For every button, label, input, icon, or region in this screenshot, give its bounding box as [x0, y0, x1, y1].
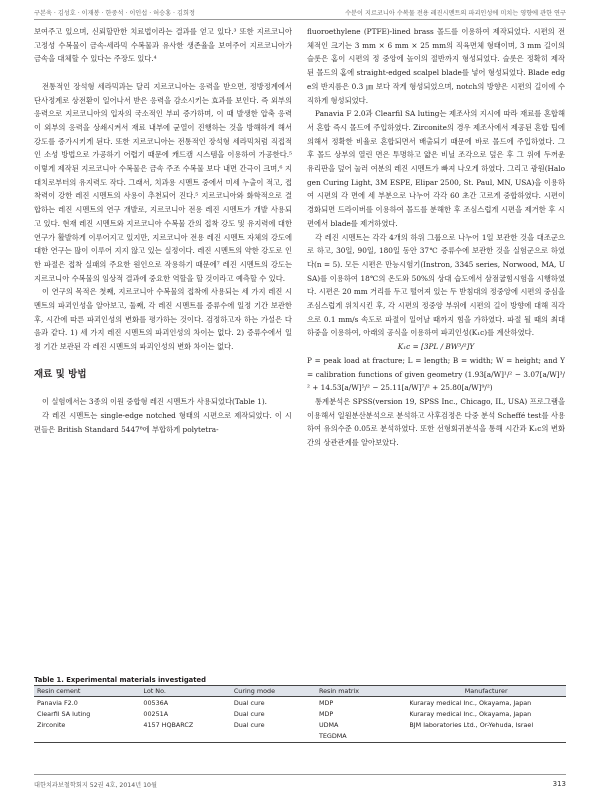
table-cell — [231, 731, 316, 743]
table-cell: TEGDMA — [316, 731, 406, 743]
col-header: Resin cement — [34, 686, 140, 697]
table-cell: MDP — [318, 698, 334, 707]
table-row — [34, 719, 566, 730]
table-header-row — [34, 686, 566, 697]
table-row — [34, 731, 566, 743]
footer-journal: 대한치과보철학회지 52권 4호, 2014년 10월 — [34, 782, 157, 789]
materials-table — [34, 685, 566, 743]
col-header: Resin matrix — [316, 686, 406, 697]
table-cell: 00536A — [143, 698, 169, 707]
page-footer — [34, 780, 566, 789]
table-cell: Panavia F2.0 — [37, 698, 78, 707]
table-cell: UDMA — [318, 720, 339, 729]
left-column — [34, 25, 292, 436]
paragraph: 이 실험에서는 3종의 이원 중합형 레진 시멘트가 사용되었다(Table 1). — [42, 397, 267, 407]
formula: K₁c = [3PL / BW³/²]Y — [397, 342, 475, 352]
table-cell: MDP — [318, 709, 334, 718]
footer-divider — [34, 774, 566, 775]
table-cell: 00251A — [143, 709, 169, 718]
table-cell: BJM laboratories Ltd., Or-Yehuda, Israel — [409, 720, 534, 729]
paragraph: Panavia F 2.0과 Clearfil SA luting는 제조사의 지시에 따라 재료를 혼합해서 혼합 즉시 몰드에 주입하였다. Zirconite의 경우 제조사에서 제공된 혼합 팁에 의해서 정확한 비율로 혼합되면서 배출되기 때문에 바로 몰드에 주입하였다. 그 후 몰드 상부의 열린 면은 투명하고 얇은 비닐 조각으로 덮은 후 그 위에 두꺼운 유리판을 덮어 눌러 여분의 레진 시멘트가 빠져 나오게 하였다. 그리고 광원(Halogen Curing Light, 3M ESPE, Elipar 2500, St. Paul, MN, USA)을 이용하여 시편의 각 면에 세 부분으로 나누어 각각 60 초간 고르게 중합하였다. 시편이 경화되면 드라이버를 이용하여 몰드를 분해한 후 조심스럽게 시편을 제거한 후 시편에서 blade를 제거하였다. — [307, 109, 565, 228]
paragraph: P = peak load at fracture; L = length; B = width; W = height; and Y = calibration functions of given geometry (1.93[a/W]¹/² − 3.07[a/W]³/² + 14.53[a/W]⁵/² − 25.11[a/W]⁷/² + 25.80[a/W]⁹/²) — [307, 355, 565, 393]
table-cell — [140, 731, 230, 743]
col-header: Curing mode — [231, 686, 316, 697]
paragraph: 보여주고 있으며, 신뢰할만한 치료법이라는 결과를 얻고 있다.³ 또한 지르코니아 고정성 수복물이 금속-세라믹 수복물과 유사한 생존율을 보여주어 지르코니아가 금속을 대체할 수 있다는 주장도 있다.⁴ — [34, 27, 292, 64]
page-number: 313 — [552, 780, 566, 788]
table-title: Table 1. Experimental materials investigated — [34, 676, 206, 684]
paragraph: 각 레진 시멘트는 각각 4개의 하위 그룹으로 나누어 1일 보관한 것을 대조군으로 하고, 30일, 90일, 180일 동안 37℃ 증류수에 보관한 것을 실험군으로 하였다(n = 5). 모든 시편은 만능시험기(Instron, 3345 series, Norwood, MA, USA)를 이용하여 18℃의 온도와 50%의 상대 습도에서 삼점굽힘시험을 시행하였다. 시편은 20 mm 거리를 두고 떨어져 있는 두 받침대의 정중앙에 시편의 중심을 조심스럽게 위치시킨 후, 각 시편의 정중앙 부위에 시편의 길이 방향에 대해 직각으로 0.1 mm/s 속도로 파절이 일어날 때까지 힘을 가하였다. 파절 될 때의 최대 하중을 이용하여, 아래의 공식을 이용하여 파괴인성(K₁c)를 계산하였다. — [307, 232, 565, 338]
table-cell: Dual cure — [233, 720, 265, 729]
running-header — [34, 6, 566, 20]
table-cell: Clearfil SA luting — [37, 709, 91, 718]
table-cell: 4157 HQBARCZ — [143, 720, 194, 729]
paragraph: 통계분석은 SPSS(version 19, SPSS Inc., Chicago, IL, USA) 프로그램을 이용해서 일원분산분석으로 분석하고 사후검정은 다중 분석 Scheffé test를 사용하여 유의수준 0.05로 분석하였다. 또한 선형회귀분석을 통해 시간과 K₁c의 변화간의 상관관계를 알아보았다. — [307, 396, 565, 448]
table-row — [34, 697, 566, 709]
col-header: Manufacturer — [406, 686, 566, 697]
paragraph: 이 연구의 목적은 첫째, 지르코니아 수복물의 접착에 사용되는 세 가지 레진 시멘트의 파괴인성을 알아보고, 둘째, 각 레진 시멘트를 증류수에 일정 기간 보관한 후, 시간에 따른 파괴인성의 변화를 평가하는 것이다. 검정하고자 하는 가설은 다음과 같다. 1) 세 가지 레진 시멘트의 파괴인성의 차이는 없다. 2) 증류수에서 일정 기간 보관된 각 레진 시멘트의 파괴인성의 변화 차이는 없다. — [34, 287, 292, 352]
header-authors: 구본욱 · 김성호 · 이재봉 · 한중석 · 이인섭 · 허승홍 · 김희정 — [34, 10, 195, 17]
header-running-title: 수분이 지르코니아 수복물 전용 레진시멘트의 파괴인성에 미치는 영향에 관한 연구 — [345, 10, 566, 17]
header-divider — [34, 19, 566, 20]
right-column — [307, 25, 565, 450]
paragraph: fluoroethylene (PTFE)-lined brass 몰드를 이용하여 제작되었다. 시편의 전체적인 크기는 3 mm × 6 mm × 25 mm의 직육면체 형태이며, 3 mm 길이의 슬롯은 홈이 시편의 정 중앙에 높이의 절반까지 형성되었다. 슬롯은 정확히 제작된 몰드의 홈에 straight-edged scalpel blade를 넣어 형성되었다. Blade edge의 반지름은 0.3 ㎛ 보다 작게 형성되었으며, notch의 방향은 시편의 길이에 수직하게 형성되었다. — [307, 27, 565, 105]
table-cell: Kuraray medical Inc., Okayama, Japan — [409, 709, 532, 718]
table-cell: Dual cure — [233, 698, 265, 707]
table-row — [34, 708, 566, 719]
paragraph: 각 레진 시멘트는 single-edge notched 형태의 시편으로 제작되었다. 이 시편들은 British Standard 5447⁸에 부합하게 polytetra- — [34, 410, 292, 434]
table-cell: Kuraray medical Inc., Okayama, Japan — [409, 698, 532, 707]
paragraph: 전통적인 장석형 세라믹과는 달리 지르코니아는 응력을 받으면, 정방정계에서 단사정계로 상전환이 일어나서 받은 응력을 감소시키는 효과를 보인다. 즉 외부의 응력으로 지르코니아의 입자의 국소적인 부피 증가하며, 이 때 발생한 압축 응력이 외부의 응력을 상쇄시켜서 재료 내부에 균열이 진행하는 것을 방해하게 해서 강도를 증가시키게 된다. 또한 지르코니아는 전통적인 장석형 세라믹처럼 직접적인 소성 방법으로 가공하기 어렵기 때문에 캐드캠 시스템을 이용하여 가공한다.⁵ 이렇게 제작된 지르코니아 수복물은 금속 주조 수복물 보다 내면 간극이 크며,⁶ 지대치로부터의 유지력도 작다. 그래서, 치과용 시멘트 중에서 미세 누출이 적고, 접착력이 강한 레진 시멘트의 사용이 추천되어 진다.⁵ 지르코니아와 화학적으로 결합하는 레진 시멘트의 연구 개발로, 지르코니아 전용 레진 시멘트가 개발 사용되고 있다. 현재 레진 시멘트와 지르코니아 수복물 간의 접착 강도 및 유지력에 대한 연구가 활발하게 이루어지고 있지만, 지르코니아 전용 레진 시멘트 자체의 강도에 대한 연구는 많이 이루어 지지 않고 있는 실정이다. 레진 시멘트의 약한 강도로 인한 파절은 접착 실패의 주요한 원인으로 작용하기 때문에⁷ 레진 시멘트의 강도는 지르코니아 수복물의 임상적 결과에 중요한 역할을 할 것이라고 예측할 수 있다. — [34, 81, 292, 283]
table-cell — [34, 731, 140, 743]
table-1 — [34, 676, 566, 743]
section-title: 재료 및 방법 — [34, 368, 87, 380]
col-header: Lot No. — [140, 686, 230, 697]
table-cell — [406, 731, 566, 743]
table-cell: Zirconite — [37, 720, 66, 729]
table-cell: Dual cure — [233, 709, 265, 718]
